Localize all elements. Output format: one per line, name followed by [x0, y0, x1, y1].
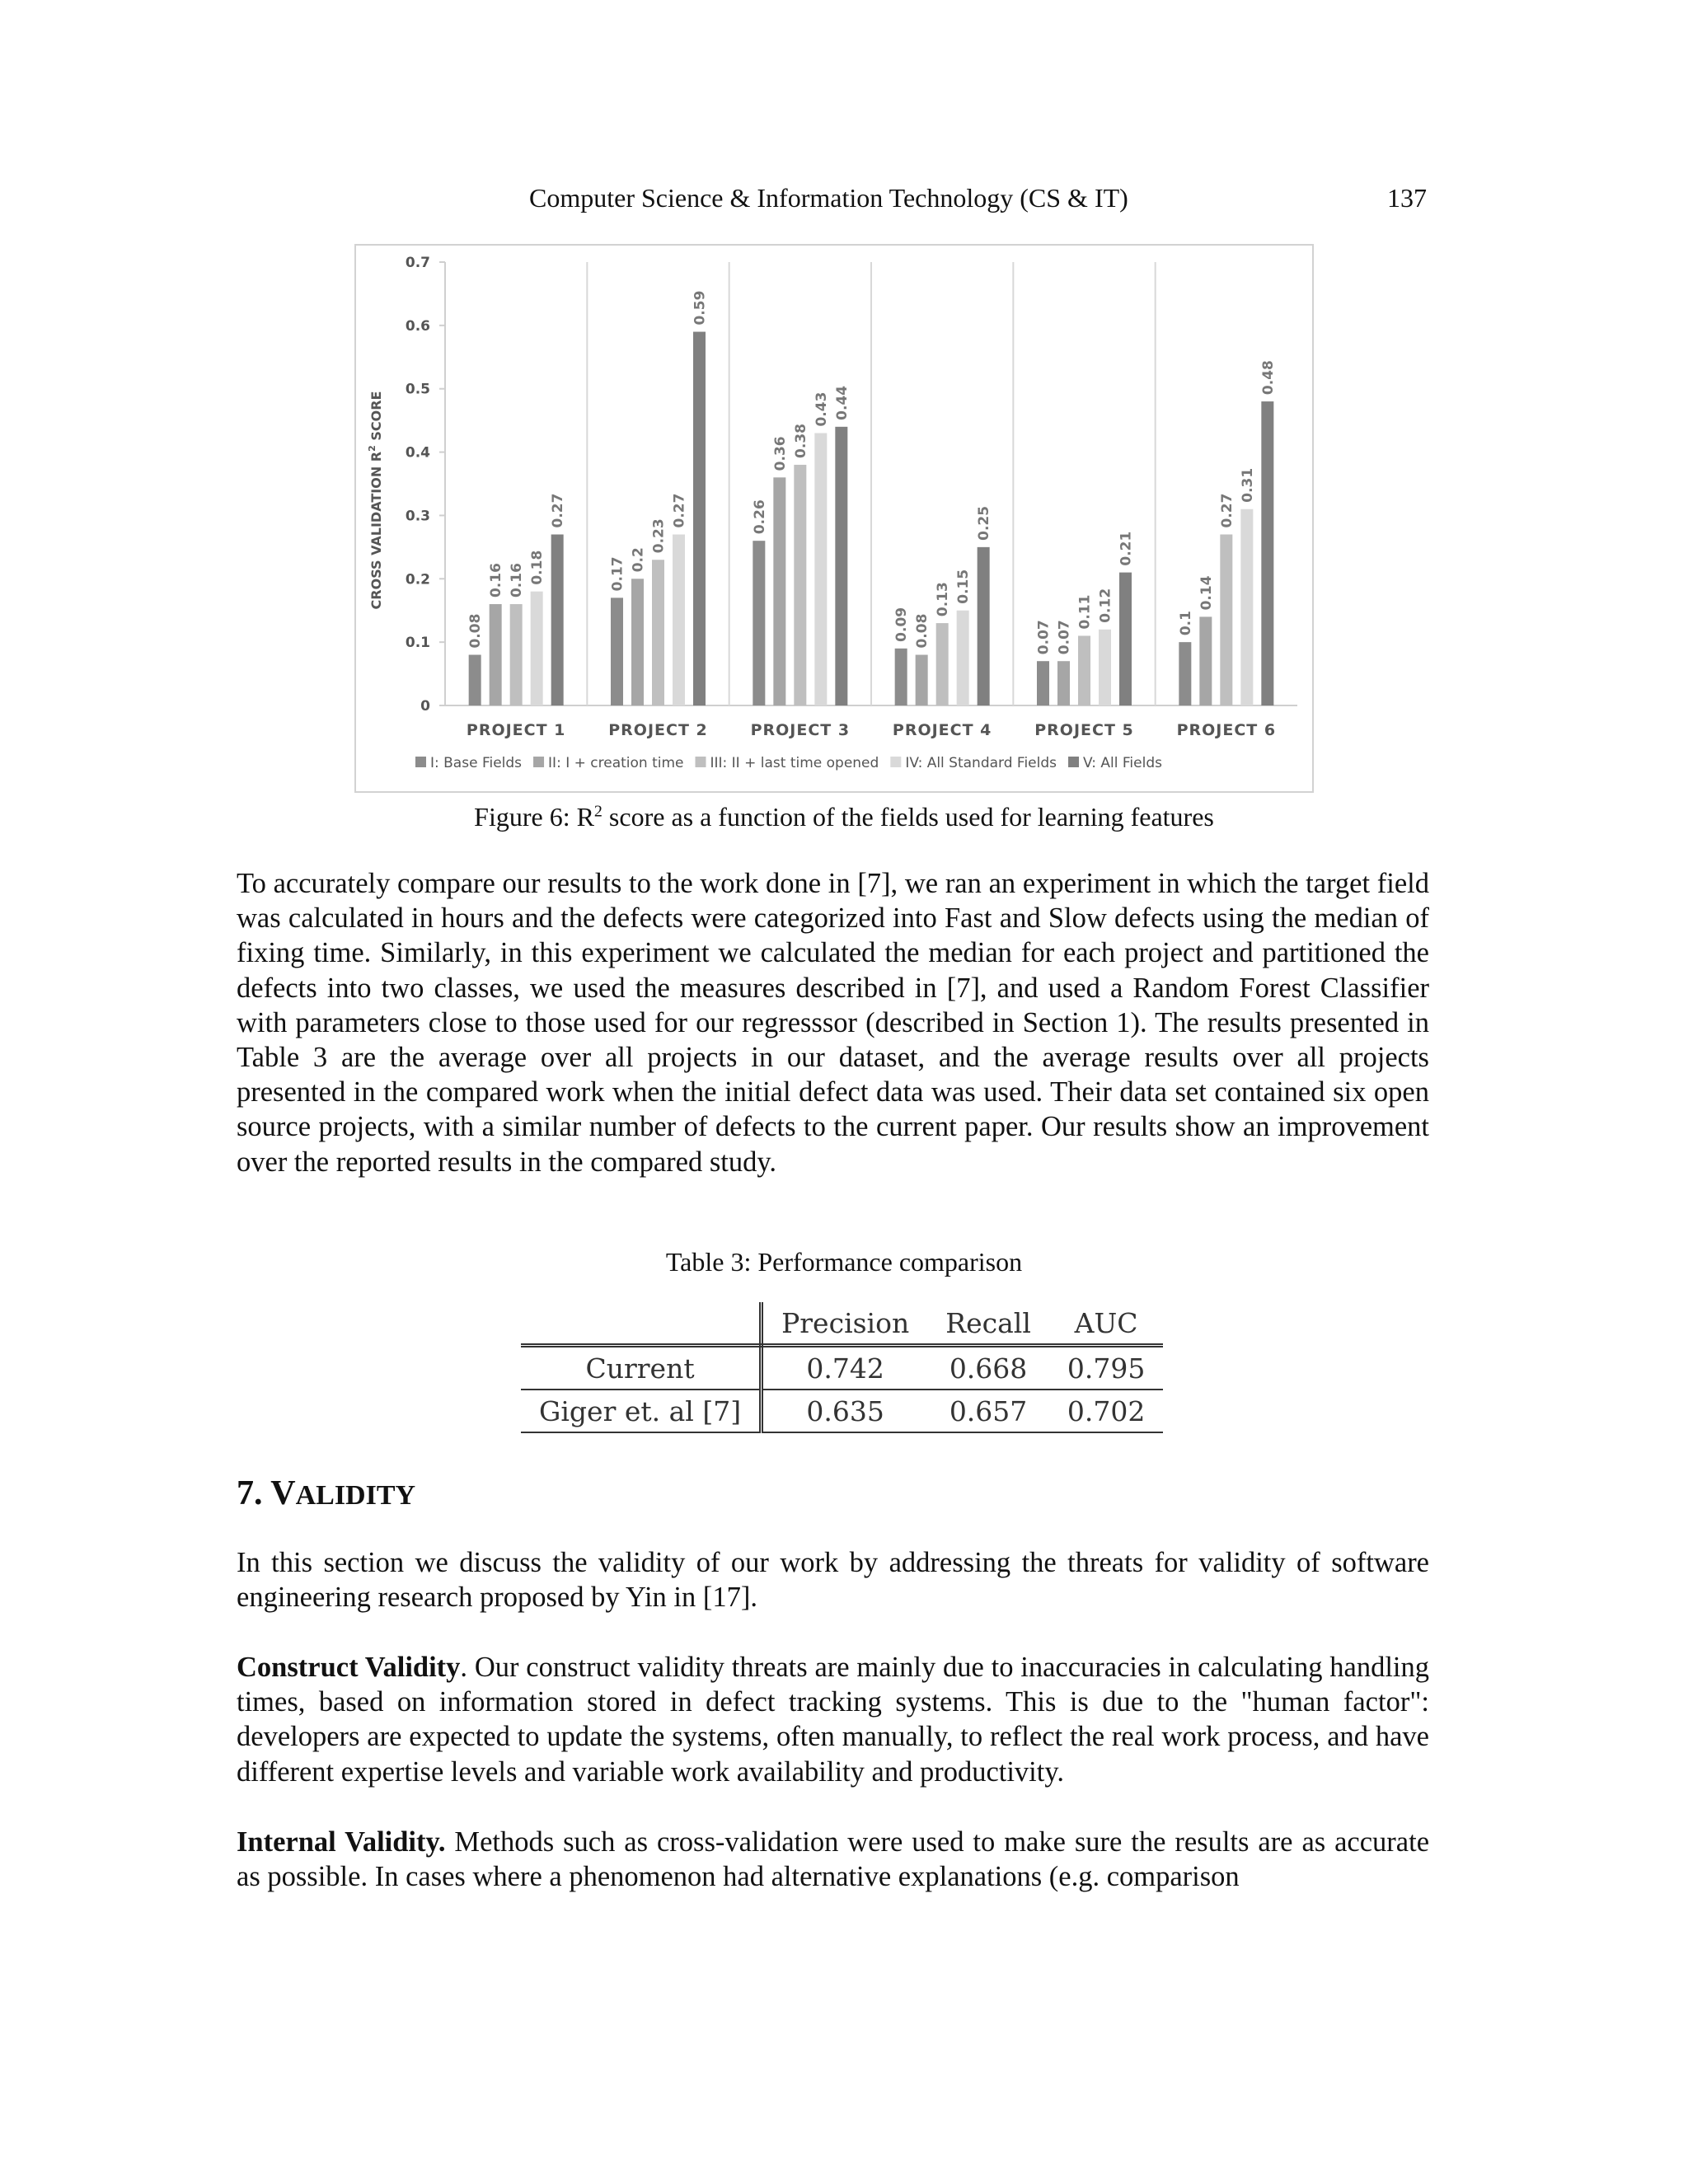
x-tick-label: PROJECT 3	[750, 721, 851, 739]
data-label: 0.15	[955, 569, 973, 604]
y-tick-label: 0.3	[405, 508, 430, 525]
data-label: 0.13	[935, 582, 952, 617]
legend-swatch	[415, 757, 426, 767]
x-tick-label: PROJECT 5	[1034, 721, 1134, 739]
bar	[510, 604, 523, 705]
header-precision: Precision	[762, 1302, 928, 1346]
data-label: 0.11	[1076, 594, 1094, 630]
bar	[794, 465, 806, 705]
figure-6-chart	[354, 244, 1314, 793]
bar	[895, 649, 907, 705]
legend-swatch	[890, 757, 901, 767]
bar	[1057, 661, 1070, 705]
journal-title: Computer Science & Information Technology (CS & IT)	[529, 183, 1128, 213]
bar	[1220, 534, 1232, 705]
data-label: 0.14	[1198, 575, 1215, 611]
bar	[611, 598, 623, 705]
page-number: 137	[1387, 183, 1427, 213]
legend-swatch	[1068, 757, 1079, 767]
data-label: 0.12	[1097, 588, 1114, 623]
y-tick-label: 0.1	[405, 635, 430, 652]
data-label: 0.23	[650, 518, 668, 554]
x-tick-label: PROJECT 4	[892, 721, 992, 739]
legend-label: II: I + creation time	[548, 755, 684, 771]
data-label: 0.07	[1035, 620, 1053, 655]
bar	[469, 655, 481, 705]
data-label: 0.27	[550, 493, 567, 528]
table-row	[521, 1390, 1163, 1432]
paragraph-construct-validity: Construct Validity. Our construct validity threats are mainly due to inaccuracies in calculating handling times, based on information stored in defect tracking systems. This is due to the "human factor": developers are expected to update the systems, often manually, to reflect the real work process, and have different expertise levels and variable work availability and productivity.	[237, 1652, 1429, 1788]
legend-label: I: Base Fields	[430, 755, 523, 771]
y-tick-label: 0.2	[405, 571, 430, 588]
x-tick-label: PROJECT 2	[608, 721, 708, 739]
data-label: 0.27	[1218, 493, 1236, 528]
legend-swatch	[533, 757, 544, 767]
bar	[673, 534, 685, 705]
data-label: 0.44	[833, 385, 851, 420]
data-label: 0.59	[692, 290, 709, 326]
cell-precision: 0.742	[762, 1346, 928, 1390]
data-label: 0.26	[751, 499, 768, 535]
data-label: 0.2	[630, 547, 647, 573]
bar	[773, 477, 785, 705]
bar	[652, 560, 664, 705]
bar	[978, 547, 990, 705]
section-heading-validity: 7. VALIDITY	[237, 1474, 416, 1512]
cell-auc: 0.702	[1049, 1390, 1163, 1432]
performance-table	[521, 1302, 1163, 1433]
y-tick-label: 0.7	[405, 255, 430, 271]
bar	[693, 332, 706, 705]
internal-validity-label: Internal Validity.	[237, 1826, 446, 1858]
bar	[490, 604, 502, 705]
bar	[1261, 401, 1273, 705]
bar	[814, 434, 827, 705]
cell-recall: 0.668	[927, 1346, 1049, 1390]
bar	[835, 427, 847, 705]
row-label: Giger et. al [7]	[521, 1390, 762, 1432]
data-label: 0.36	[771, 436, 789, 471]
bar	[1078, 635, 1090, 705]
y-tick-label: 0.4	[405, 444, 430, 462]
bar	[1199, 616, 1212, 705]
table-row	[521, 1346, 1163, 1390]
x-tick-label: PROJECT 1	[466, 721, 566, 739]
data-label: 0.21	[1118, 531, 1135, 566]
y-tick-label: 0	[420, 698, 430, 715]
data-label: 0.08	[914, 613, 931, 649]
data-label: 0.38	[792, 423, 809, 458]
table-corner	[521, 1302, 762, 1346]
data-label: 0.09	[893, 607, 911, 642]
bar	[551, 534, 564, 705]
header-recall: Recall	[927, 1302, 1049, 1346]
y-tick-label: 0.6	[405, 317, 430, 335]
cell-recall: 0.657	[927, 1390, 1049, 1432]
bar	[936, 623, 949, 705]
data-label: 0.25	[976, 505, 993, 541]
table-header-row	[521, 1302, 1163, 1346]
table-caption: Table 3: Performance comparison	[665, 1247, 1023, 1277]
y-tick-label: 0.5	[405, 381, 430, 398]
bar-chart-svg	[356, 246, 1312, 791]
data-label: 0.27	[671, 493, 688, 528]
data-label: 0.43	[813, 391, 830, 427]
data-label: 0.08	[467, 613, 485, 649]
bar	[1099, 630, 1111, 705]
figure-caption: Figure 6: $R^2$ score as a function of the fields used for learning features	[474, 802, 1214, 832]
bar	[1119, 573, 1132, 705]
paragraph-validity-intro: In this section we discuss the validity of our work by addressing the threats for validity of software engineering research proposed by Yin in [17].	[237, 1547, 1429, 1614]
header-auc: AUC	[1049, 1302, 1163, 1346]
data-label: 0.16	[488, 563, 505, 598]
data-label: 0.1	[1177, 611, 1194, 636]
construct-validity-label: Construct Validity	[237, 1652, 461, 1683]
data-label: 0.17	[609, 556, 626, 592]
bar	[631, 579, 644, 705]
bar	[753, 541, 765, 705]
y-axis-label: CROSS VALIDATION $R^2$ SCORE	[367, 391, 384, 610]
bar	[957, 611, 969, 705]
bar	[1037, 661, 1049, 705]
legend-label: V: All Fields	[1083, 755, 1162, 771]
row-label: Current	[521, 1346, 762, 1390]
paragraph-internal-validity: Internal Validity. Methods such as cross-validation were used to make sure the results are as accurate as possible. In cases where a phenomenon had alternative explanations (e.g. comparison	[237, 1826, 1430, 1893]
legend-label: IV: All Standard Fields	[905, 755, 1057, 771]
legend-swatch	[696, 757, 706, 767]
bar	[1179, 642, 1191, 705]
cell-precision: 0.635	[762, 1390, 928, 1432]
bar	[916, 655, 928, 705]
x-tick-label: PROJECT 6	[1176, 721, 1277, 739]
data-label: 0.31	[1239, 467, 1256, 503]
cell-auc: 0.795	[1049, 1346, 1163, 1390]
data-label: 0.16	[509, 563, 526, 598]
bar	[1240, 509, 1253, 705]
data-label: 0.48	[1259, 360, 1277, 396]
legend-label: III: II + last time opened	[710, 755, 879, 771]
data-label: 0.18	[529, 550, 546, 585]
bar	[531, 592, 543, 705]
data-label: 0.07	[1056, 620, 1073, 655]
running-header	[0, 183, 1688, 224]
paragraph-comparison: To accurately compare our results to the work done in [7], we ran an experiment in which the target field was calculated in hours and the defects were categorized into Fast and Slow defects using the median of fixing time. Similarly, in this experiment we calculated the median for each project and partitioned the defects into two classes, we used the measures described in [7], and used a Random Forest Classifier with parameters close to those used for our regresssor (described in Section 1). The results presented in Table 3 are the average over all projects in our dataset, and the average results over all projects presented in the compared work when the initial defect data was used. Their data set contained six open source projects, with a similar number of defects to the current paper. Our results show an improvement over the reported results in the compared study.	[237, 868, 1429, 1178]
